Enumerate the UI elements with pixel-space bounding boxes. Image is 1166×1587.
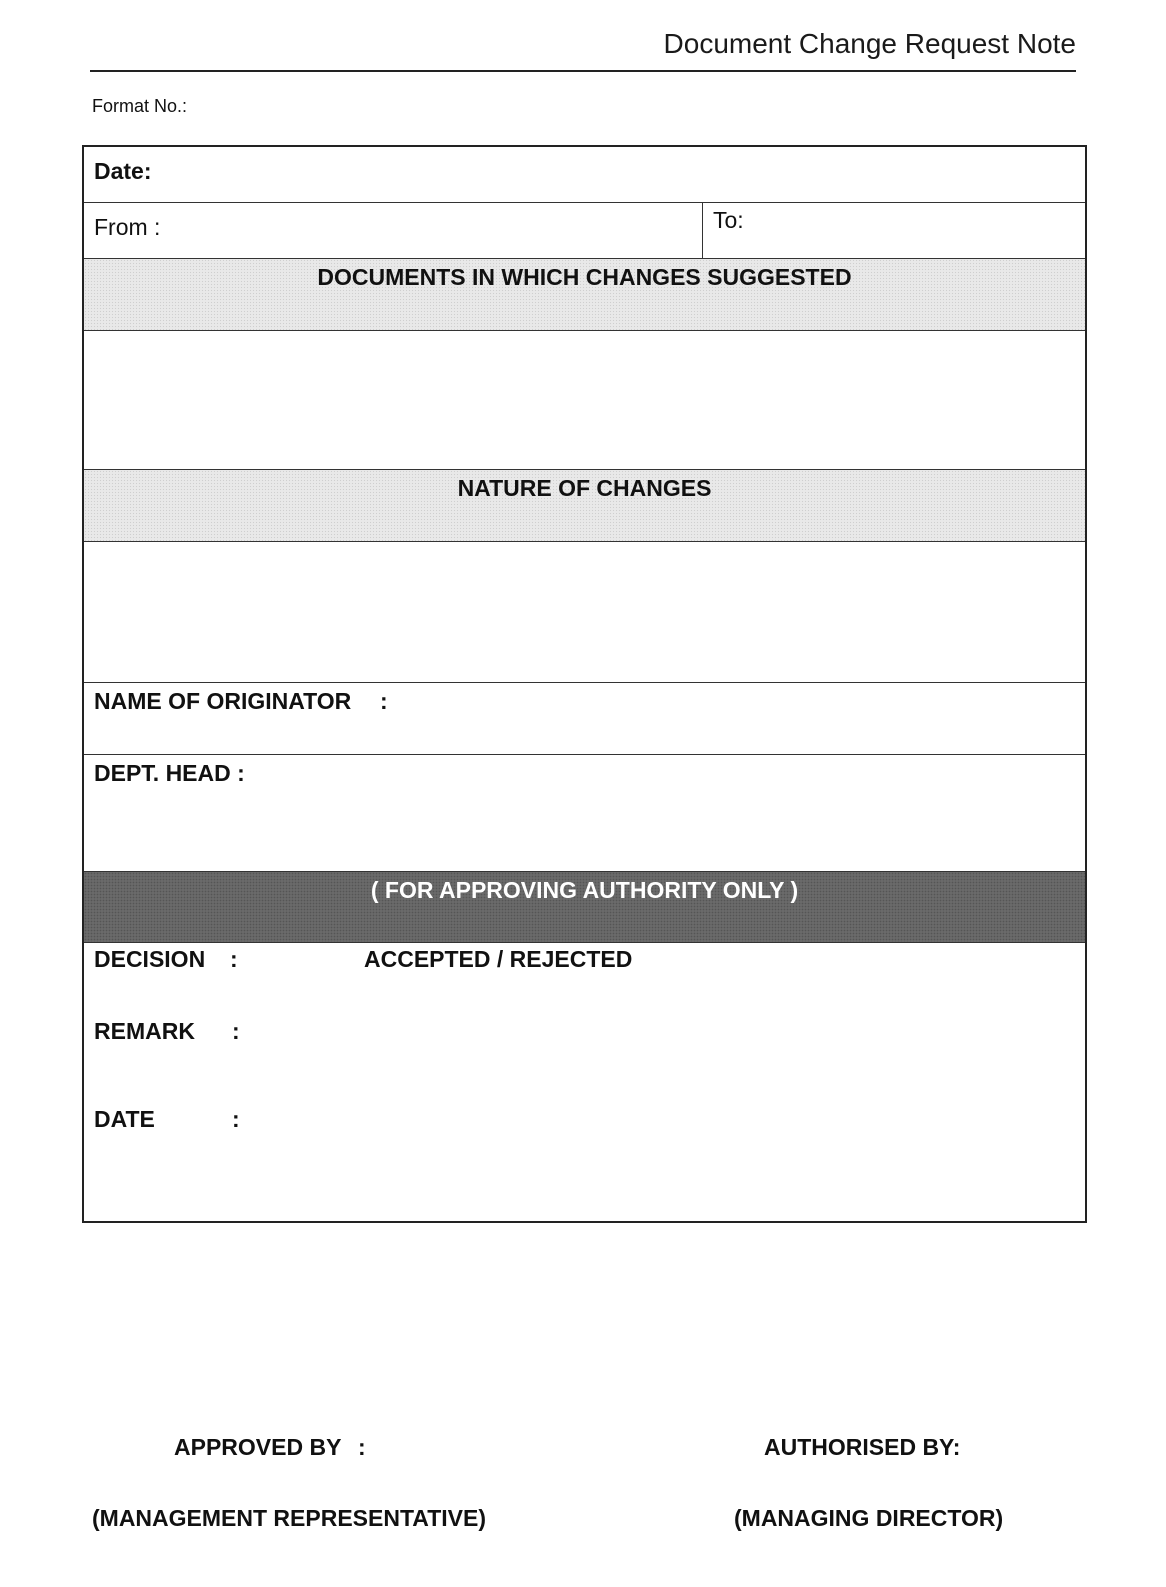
dept-head-label: DEPT. HEAD : [94, 760, 245, 786]
decision-colon: : [230, 946, 238, 972]
approving-authority-section [84, 943, 1085, 1221]
dept-head-row[interactable] [84, 755, 1085, 872]
approving-authority-heading-row [84, 872, 1085, 943]
documents-heading-row [84, 259, 1085, 331]
approved-by-colon: : [358, 1434, 366, 1460]
nature-heading-row [84, 470, 1085, 542]
to-label: To: [713, 207, 744, 233]
decision-date-colon: : [232, 1106, 240, 1132]
remark-label: REMARK [94, 1018, 195, 1044]
nature-heading: NATURE OF CHANGES [457, 475, 712, 501]
originator-label: NAME OF ORIGINATOR [94, 688, 352, 714]
management-representative-label: (MANAGEMENT REPRESENTATIVE) [92, 1505, 486, 1531]
approving-authority-heading: ( FOR APPROVING AUTHORITY ONLY ) [370, 877, 799, 903]
format-no-label: Format No.: [92, 96, 188, 116]
decision-label: DECISION [94, 946, 206, 972]
originator-colon: : [380, 688, 388, 714]
change-request-form [82, 145, 1087, 1223]
date-row[interactable] [84, 147, 1085, 203]
from-label: From : [94, 214, 161, 240]
documents-heading: DOCUMENTS IN WHICH CHANGES SUGGESTED [317, 264, 852, 290]
document-title: Document Change Request Note [663, 28, 1076, 59]
originator-row[interactable] [84, 683, 1085, 755]
documents-field[interactable] [84, 331, 1085, 470]
header-rule [90, 70, 1076, 72]
managing-director-label: (MANAGING DIRECTOR) [734, 1505, 1004, 1531]
remark-colon: : [232, 1018, 240, 1044]
decision-date-label: DATE [94, 1106, 155, 1132]
nature-field[interactable] [84, 542, 1085, 683]
from-to-row [84, 203, 1085, 259]
authorised-by-label: AUTHORISED BY: [764, 1434, 961, 1460]
decision-value[interactable]: ACCEPTED / REJECTED [364, 946, 633, 972]
from-to-divider [702, 203, 703, 258]
approved-by-label: APPROVED BY [174, 1434, 342, 1460]
date-label: Date: [94, 158, 152, 184]
